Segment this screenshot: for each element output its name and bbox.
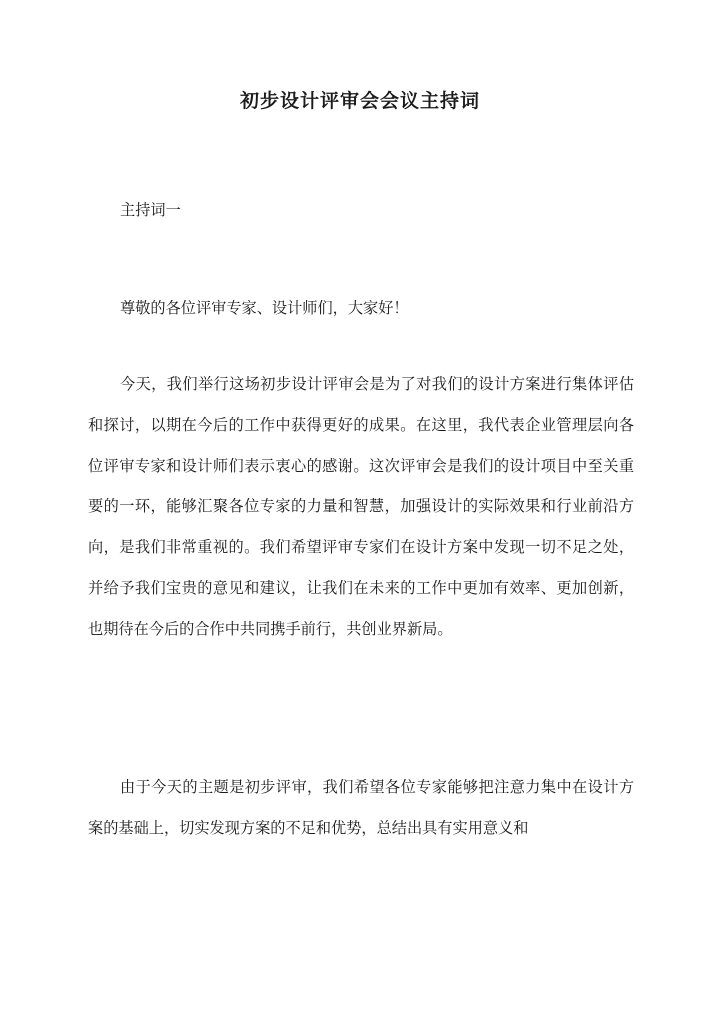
document-title: 初步设计评审会会议主持词 xyxy=(239,90,480,112)
body-paragraph: 今天，我们举行这场初步设计评审会是为了对我们的设计方案进行集体评估和探讨，以期在今后的工作中获得更好的成果。在这里，我代表企业管理层向各位评审专家和设计师们表示衷心的感谢。这次评审会是我们的设计项目中至关重要的一环，能够汇聚各位专家的力量和智慧，加强设计的实际效果和行业前沿方向，是我们非常重视的。我们希望评审专家们在设计方案中发现一切不足之处，并给予我们宝贵的意见和建议，让我们在未来的工作中更加有效率、更加创新，也期待在今后的合作中共同携手前行，共创业界新局。 xyxy=(88,375,634,638)
greeting-paragraph: 尊敬的各位评审专家、设计师们，大家好！ xyxy=(120,299,409,317)
body-paragraph: 由于今天的主题是初步评审，我们希望各位专家能够把注意力集中在设计方案的基础上，切实发现方案的不足和优势，总结出具有实用意义和 xyxy=(88,778,634,837)
section-heading: 主持词一 xyxy=(120,201,181,219)
